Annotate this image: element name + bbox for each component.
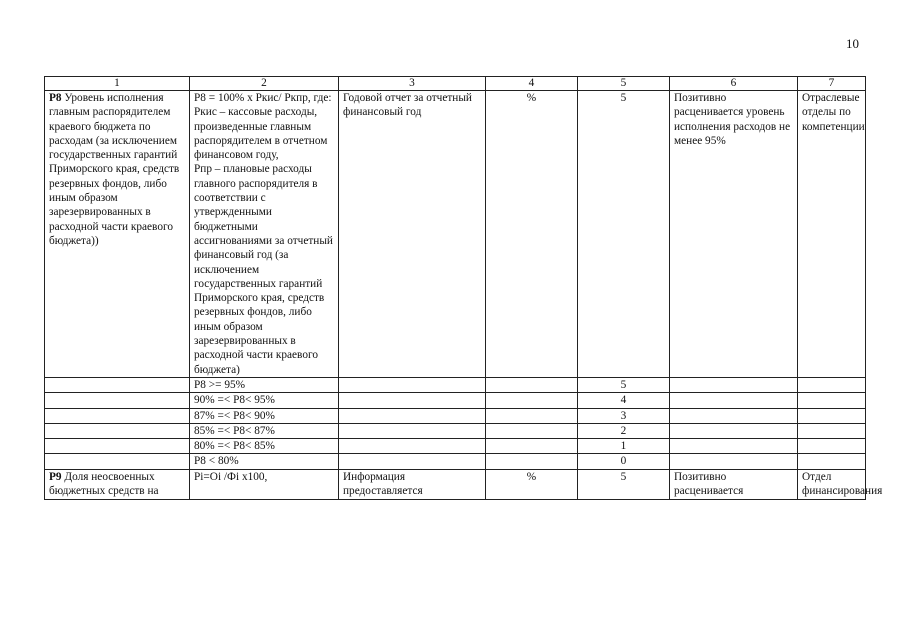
evaluation: Позитивно расценивается (674, 470, 744, 498)
score-range: 87% =< Р8< 90% (190, 408, 339, 423)
column-number: 3 (339, 77, 486, 91)
indicators-table (44, 76, 883, 500)
column-number: 1 (45, 77, 190, 91)
max-score: 5 (578, 91, 670, 378)
responsible: Отдел финансирования (802, 470, 883, 498)
evaluation: Позитивно расценивается уровень исполнения расходов не менее 95% (670, 91, 798, 378)
score-row (45, 423, 866, 438)
data-source-cell (339, 469, 486, 499)
formula: Pi=Oi /Фi x100, (194, 470, 268, 483)
column-number: 6 (670, 77, 798, 91)
score-row (45, 439, 866, 454)
indicator-code: Р8 (49, 92, 62, 104)
max-score: 5 (578, 469, 670, 499)
score-row (45, 377, 866, 392)
formula-definition: Ркис – кассовые расходы, произведенные главным распорядителем в отчетном финансовом году, (194, 106, 328, 162)
responsible-cell (798, 469, 883, 499)
score-range: Р8 < 80% (190, 454, 339, 469)
data-source: Годовой отчет за отчетный финансовый год (339, 91, 486, 378)
column-number: 5 (578, 77, 670, 91)
responsible: Отраслевые отделы по компетенции (798, 91, 866, 378)
score-range: 90% =< Р8< 95% (190, 393, 339, 408)
score-row (45, 454, 866, 469)
score-range: 85% =< Р8< 87% (190, 423, 339, 438)
data-source: Информация предоставляется (343, 470, 423, 498)
formula-cell (190, 469, 339, 499)
evaluation-cell (670, 469, 798, 499)
indicator-name-cell (45, 91, 190, 378)
score-value: 3 (578, 408, 670, 423)
score-row (45, 408, 866, 423)
score-value: 2 (578, 423, 670, 438)
score-range: Р8 >= 95% (190, 377, 339, 392)
column-number: 7 (798, 77, 866, 91)
score-value: 5 (578, 377, 670, 392)
formula-cell (190, 91, 339, 378)
indicator-row-p9 (45, 469, 866, 499)
indicator-name: Уровень исполнения главным распорядителем краевого бюджета по расходам (за исключением государственных гарантий Приморского края, средств резервных фондов, либо иным образом зарезервированных в расходной части краевого бюджета)) (49, 92, 180, 247)
score-value: 1 (578, 439, 670, 454)
indicator-name-cell (45, 469, 190, 499)
score-value: 0 (578, 454, 670, 469)
page-number: 10 (846, 36, 859, 51)
column-number: 4 (486, 77, 578, 91)
score-range: 80% =< Р8< 85% (190, 439, 339, 454)
column-number: 2 (190, 77, 339, 91)
column-number-row (45, 77, 866, 91)
unit: % (486, 91, 578, 378)
indicator-row-p8 (45, 91, 866, 378)
formula: Р8 = 100% х Ркис/ Ркпр, где: (194, 92, 332, 104)
indicator-name: Доля неосвоенных бюджетных средств на (49, 470, 159, 498)
score-row (45, 393, 866, 408)
unit: % (486, 469, 578, 499)
formula-definition: Рпр – плановые расходы главного распорядителя в соответствии с утвержденными бюджетными ассигнованиями за отчетный финансовый год (за исключением государственных гарантий Приморского края, средств резервных фондов, либо иным образом зарезервированных в расходной части краевого бюджета) (194, 163, 333, 376)
indicator-code: Р9 (49, 470, 62, 483)
score-value: 4 (578, 393, 670, 408)
